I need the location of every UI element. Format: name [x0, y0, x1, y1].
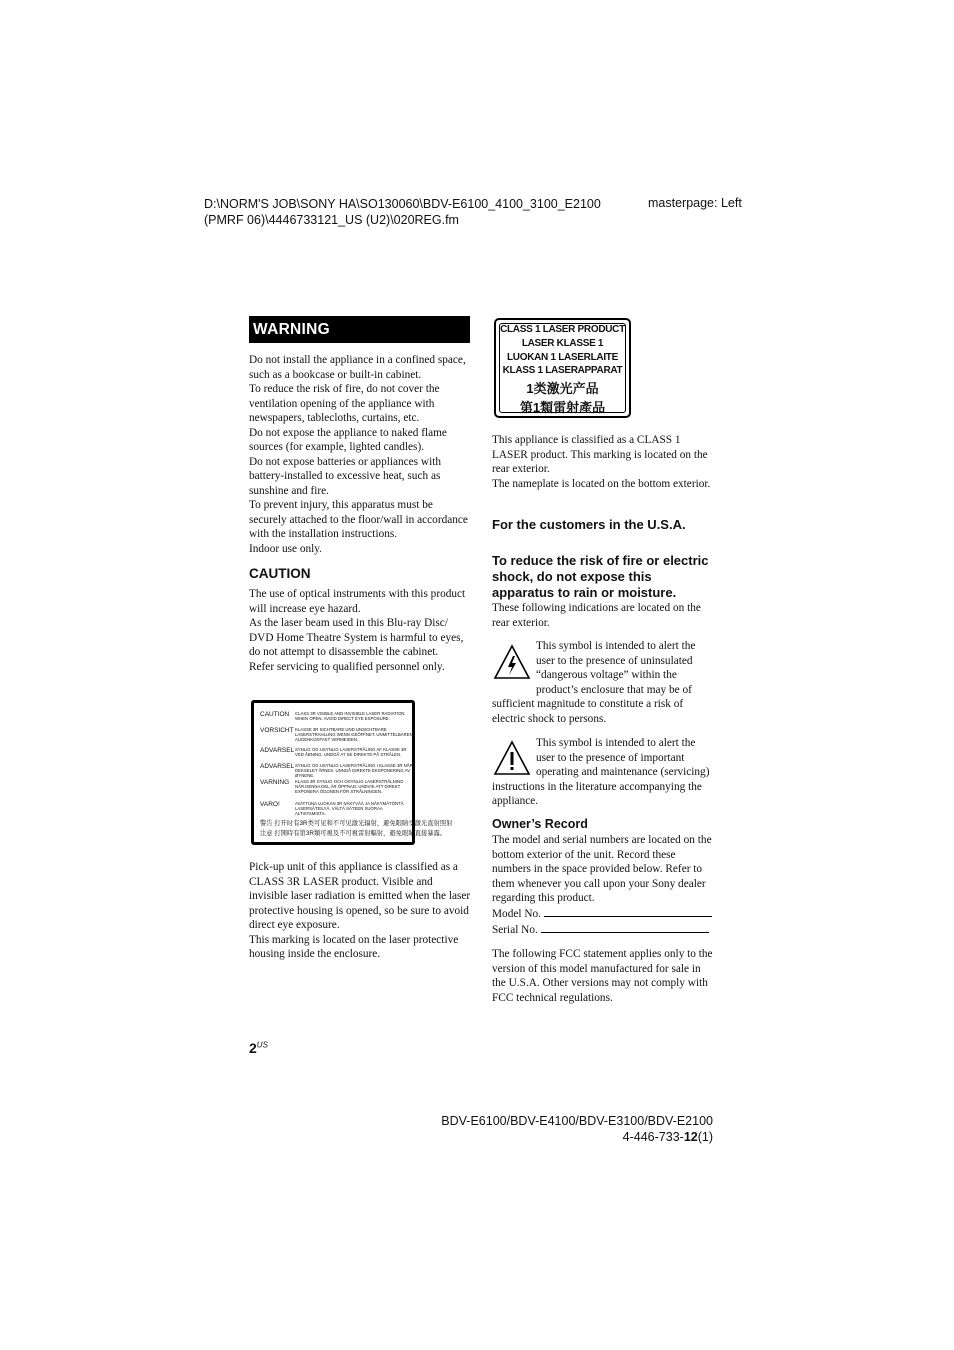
caution-paragraph: The use of optical instruments with this product will increase eye hazard.	[249, 588, 466, 615]
label-cjk-line: 警告 打开时有3R类可见和不可见激光辐射，避免眼睛受激光直射照射	[260, 820, 453, 827]
symbol2-description: This symbol is intended to alert the user to the presence of important operating and maintenance (servicing) instructions in the literature accompanying the appliance.	[492, 737, 710, 807]
serial-number-field	[492, 922, 714, 938]
laser-label-line: CLASS 1 LASER PRODUCT	[500, 324, 625, 335]
label-text: KLASSE 3R SICHTBARE UND UNSICHTBARE LASERSTRAHLUNG WENN GEÖFFNET. UNMITTELBAREN AUGENKONTAKT VERMEIDEN.	[295, 727, 413, 743]
label-key: CAUTION	[260, 711, 290, 718]
laser-label-line: LASER KLASSE 1	[521, 338, 604, 349]
owners-record-text: The model and serial numbers are located on the bottom exterior of the unit. Record these numbers in the space provided below. Refer to them whenever you call upon your Sony dealer regarding this product.	[492, 834, 712, 904]
risk-heading: To reduce the risk of fire or electric shock, do not expose this apparatus to rain or moisture.	[492, 553, 709, 600]
pickup-paragraph: Pick-up unit of this appliance is classified as a CLASS 3R LASER product. Visible and invisible laser radiation is emitted when the laser protective housing is opened, so be sure to avoid direct eye exposure.	[249, 861, 471, 931]
laser-label-cjk: 第1類雷射產品	[519, 400, 606, 415]
symbol1-text	[492, 639, 714, 726]
label-key: VARNING	[260, 779, 290, 786]
class1-paragraph: The nameplate is located on the bottom exterior.	[492, 477, 711, 490]
caution-paragraph: Refer servicing to qualified personnel only.	[249, 660, 445, 673]
label-cjk-line: 注意 打開時有第3R類可視及不可視雷射輻射，避免眼睛直接暴露。	[260, 830, 447, 837]
laser-caution-label	[251, 700, 453, 845]
file-path-header	[204, 196, 601, 228]
footer-code-bold: 12	[683, 1130, 698, 1144]
footer-code-prefix: 4-446-733-	[622, 1130, 684, 1144]
page-number-value: 2	[249, 1040, 257, 1056]
warning-heading: WARNING	[249, 316, 470, 343]
page-number	[249, 1040, 268, 1056]
laser-label-line: KLASS 1 LASERAPPARAT	[502, 365, 623, 376]
label-text: CLASS 3R VISIBLE AND INVISIBLE LASER RADIATION WHEN OPEN. AVOID DIRECT EYE EXPOSURE.	[295, 711, 405, 722]
caution-text	[249, 587, 471, 674]
pickup-paragraph: This marking is located on the laser protective housing inside the enclosure.	[249, 933, 459, 960]
symbol1-description: This symbol is intended to alert the user to the presence of uninsulated “dangerous voltage” within the product’s enclosure that may be of sufficient magnitude to constitute a risk of electric shock to persons.	[492, 640, 696, 725]
footer-models: BDV-E6100/BDV-E4100/BDV-E3100/BDV-E2100	[441, 1114, 713, 1128]
indications-text: These following indications are located on the rear exterior.	[492, 602, 701, 629]
label-key: ADVARSEL	[260, 747, 295, 754]
label-key: ADVARSEL	[260, 763, 295, 770]
warning-paragraph: Do not expose batteries or appliances with battery-installed to excessive heat, such as sunshine and fire.	[249, 455, 441, 497]
footer-code-suffix: (1)	[697, 1130, 713, 1144]
warning-paragraph: Do not install the appliance in a confined space, such as a bookcase or built-in cabinet.	[249, 354, 466, 381]
caution-heading: CAUTION	[249, 566, 311, 581]
laser-label-line: LUOKAN 1 LASERLAITE	[507, 352, 618, 363]
warning-paragraph: To prevent injury, this apparatus must be securely attached to the floor/wall in accordance with the installation instructions.	[249, 499, 468, 540]
caution-paragraph: As the laser beam used in this Blu-ray Disc/ DVD Home Theatre System is harmful to eyes, do not attempt to disassemble the cabinet.	[249, 617, 464, 658]
class1-paragraph: This appliance is classified as a CLASS 1 LASER product. This marking is located on the rear exterior.	[492, 434, 708, 475]
fcc-text: The following FCC statement applies only to the version of this model manufactured for sale in the U.S.A. Other versions may not comply with FCC technical regulations.	[492, 948, 713, 1004]
model-number-field	[492, 906, 714, 922]
footer-code	[623, 1130, 713, 1144]
model-number-label: Model No.	[492, 908, 541, 920]
laser-label-cjk: 1类激光产品	[526, 381, 599, 396]
label-text: AVATTUNA LUOKAN 3R NÄKYVÄÄ JA NÄKYMÄTÖNTÄ LASERSÄTEILYÄ. VÄLTÄ SÄTEEN SUORAA ALTISTAMISTA.	[295, 801, 404, 817]
serial-number-label: Serial No.	[492, 924, 538, 936]
page-number-suffix: US	[256, 1040, 268, 1050]
label-key: VORSICHT	[260, 727, 294, 734]
warning-paragraph: Do not expose the appliance to naked flame sources (for example, lighted candles).	[249, 426, 447, 453]
class1-laser-label	[494, 318, 631, 418]
warning-paragraph: To reduce the risk of fire, do not cover the ventilation opening of the appliance with newspapers, tablecloths, curtains, etc.	[249, 383, 440, 424]
label-text: SYNLIG OG USYNLIG LASERSTRÅLING I KLASSE 3R NÅR DEKSELET ÅPNES. UNNGÅ DIREKTE EKSPONERING AV ØYNENE.	[295, 763, 413, 779]
file-path-line-2: (PMRF 06)\4446733121_US (U2)\020REG.fm	[204, 213, 459, 227]
label-key: VARO!	[260, 801, 280, 808]
usa-heading: For the customers in the U.S.A.	[492, 517, 686, 532]
label-text: SYNLIG OG USYNLIG LASERSTRÅLING AF KLASSE 3R VED ÅBNING. UNDGÅ AT SE DIREKTE PÅ STRÅLEN.	[295, 747, 407, 758]
masterpage-label: masterpage: Left	[648, 196, 742, 210]
label-text: KLASS 3R SYNLIG OCH OSYNLIG LASERSTRÅLNING NÄR DENNA DEL ÄR ÖPPNAD. UNDVIK ATT DIREKT EXPONERA ÖGONEN FÖR STRÅLNINGEN.	[295, 779, 404, 795]
warning-text	[249, 353, 471, 556]
serial-number-line	[541, 922, 709, 933]
symbol2-text	[492, 736, 714, 809]
class1-text	[492, 433, 714, 491]
model-number-line	[544, 906, 712, 917]
file-path-line-1: D:\NORM'S JOB\SONY HA\SO130060\BDV-E6100_4100_3100_E2100	[204, 197, 601, 211]
owners-record-heading: Owner’s Record	[492, 817, 588, 831]
pickup-text	[249, 860, 471, 962]
warning-paragraph: Indoor use only.	[249, 542, 322, 555]
